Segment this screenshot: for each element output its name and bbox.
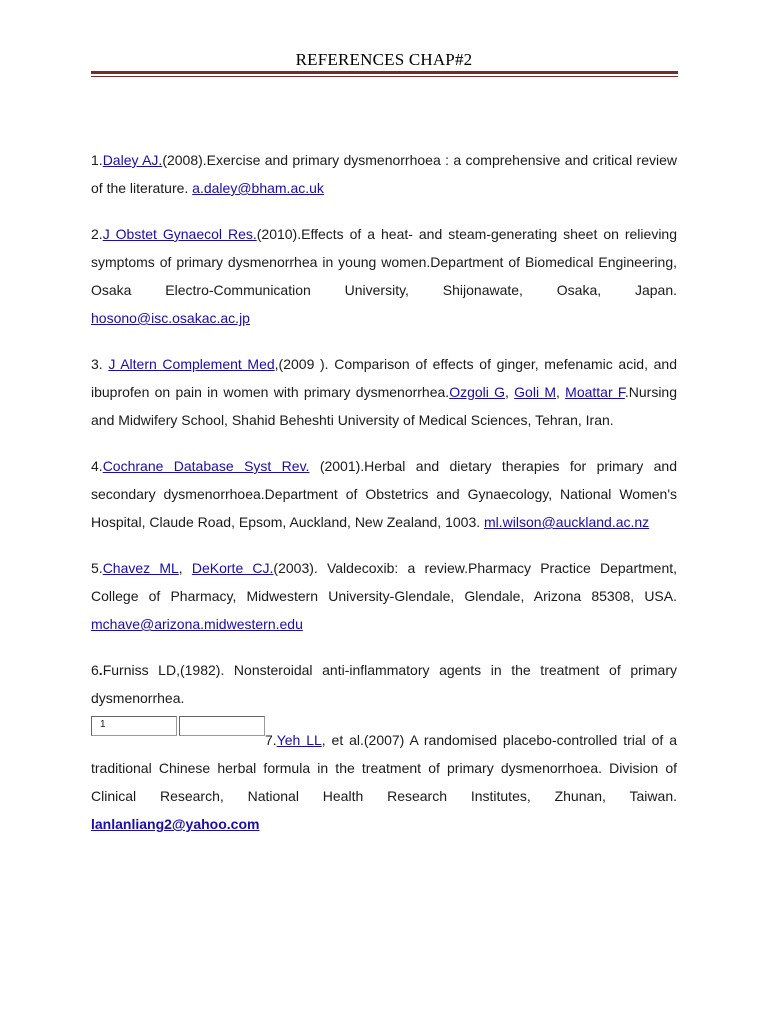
title-rule-thick [91, 71, 678, 74]
reference-number: 4. [91, 458, 103, 474]
reference-text: (2003). Valdecoxib: a review.Pharmacy Practice Department, College of Pharmacy, Midwestern University-Glendale, Glendale, Arizona 85308, USA. [91, 560, 678, 604]
separator: , [505, 384, 515, 400]
reference-text: , et al.(2007) A randomised placebo-controlled trial of a traditional Chinese herbal formula in the treatment of primary dysmenorrhoea. Division of Clinical Research, National Health Research Institutes, Zhunan, Taiwan. [91, 732, 677, 804]
reference-2 [91, 220, 677, 332]
reference-6 [91, 656, 677, 712]
author-link[interactable]: Yeh LL [276, 732, 322, 748]
reference-text: Furniss LD,(1982). Nonsteroidal anti-inflammatory agents in the treatment of primary dysmenorrhea. [91, 662, 677, 706]
title-rule-thin [91, 76, 678, 77]
journal-link[interactable]: J Obstet Gynaecol Res. [102, 226, 257, 242]
reference-number: 5. [91, 560, 103, 576]
author-link[interactable]: Ozgoli G [449, 384, 506, 400]
reference-number: 3. [91, 356, 109, 372]
reference-1 [91, 146, 677, 202]
reference-number: 2. [91, 226, 103, 242]
reference-number: 7. [265, 732, 277, 748]
author-link[interactable]: Moattar F [565, 384, 625, 400]
email-link[interactable]: a.daley@bham.ac.uk [192, 180, 324, 196]
author-link[interactable]: Goli M [514, 384, 556, 400]
reference-text: ,(2009 ). Comparison of effects of ginger, mefenamic acid, and ibuprofen on pain in women with primary dysmenorrhea. [91, 356, 677, 400]
reference-text: .Nursing and Midwifery School, Shahid Beheshti University of Medical Sciences, Tehran, Iran. [91, 384, 678, 428]
email-link[interactable]: hosono@isc.osakac.ac.jp [91, 310, 250, 326]
author-link[interactable]: DeKorte CJ. [191, 560, 274, 576]
separator: , [556, 384, 566, 400]
author-link[interactable]: Daley AJ. [102, 152, 163, 168]
form-field-group [91, 716, 265, 738]
reference-text: (2008).Exercise and primary dysmenorrhoea : a comprehensive and critical review of the literature. [91, 152, 678, 196]
form-field-box[interactable]: 1 [91, 716, 177, 736]
reference-list [91, 146, 677, 856]
author-link[interactable]: Chavez ML [102, 560, 179, 576]
journal-link[interactable]: Cochrane Database Syst Rev. [102, 458, 310, 474]
reference-5 [91, 554, 677, 638]
reference-text: (2010).Effects of a heat- and steam-generating sheet on relieving symptoms of primary dysmenorrhea in young women.Department of Biomedical Engineering, Osaka Electro-Communication University, Shijonawate, Osaka, Japan. [91, 226, 677, 298]
reference-4 [91, 452, 677, 536]
reference-number: 6 [91, 662, 99, 678]
reference-text: (2001).Herbal and dietary therapies for primary and secondary dysmenorrhoea.Department of Obstetrics and Gynaecology, National Women's Hospital, Claude Road, Epsom, Auckland, New Zealand, 1003. [91, 458, 678, 530]
email-link[interactable]: mchave@arizona.midwestern.edu [91, 616, 303, 632]
email-link[interactable]: lanlanliang2@yahoo.com [91, 816, 260, 832]
journal-link[interactable]: J Altern Complement Med [108, 356, 275, 372]
separator: , [178, 560, 192, 576]
reference-number: 1. [91, 152, 103, 168]
reference-3 [91, 350, 677, 434]
email-link[interactable]: ml.wilson@auckland.ac.nz [484, 514, 650, 530]
page-title: REFERENCES CHAP#2 [295, 50, 473, 69]
reference-7 [91, 719, 677, 838]
form-field-box-empty[interactable] [179, 716, 265, 736]
reference-number-dot: . [98, 662, 103, 678]
